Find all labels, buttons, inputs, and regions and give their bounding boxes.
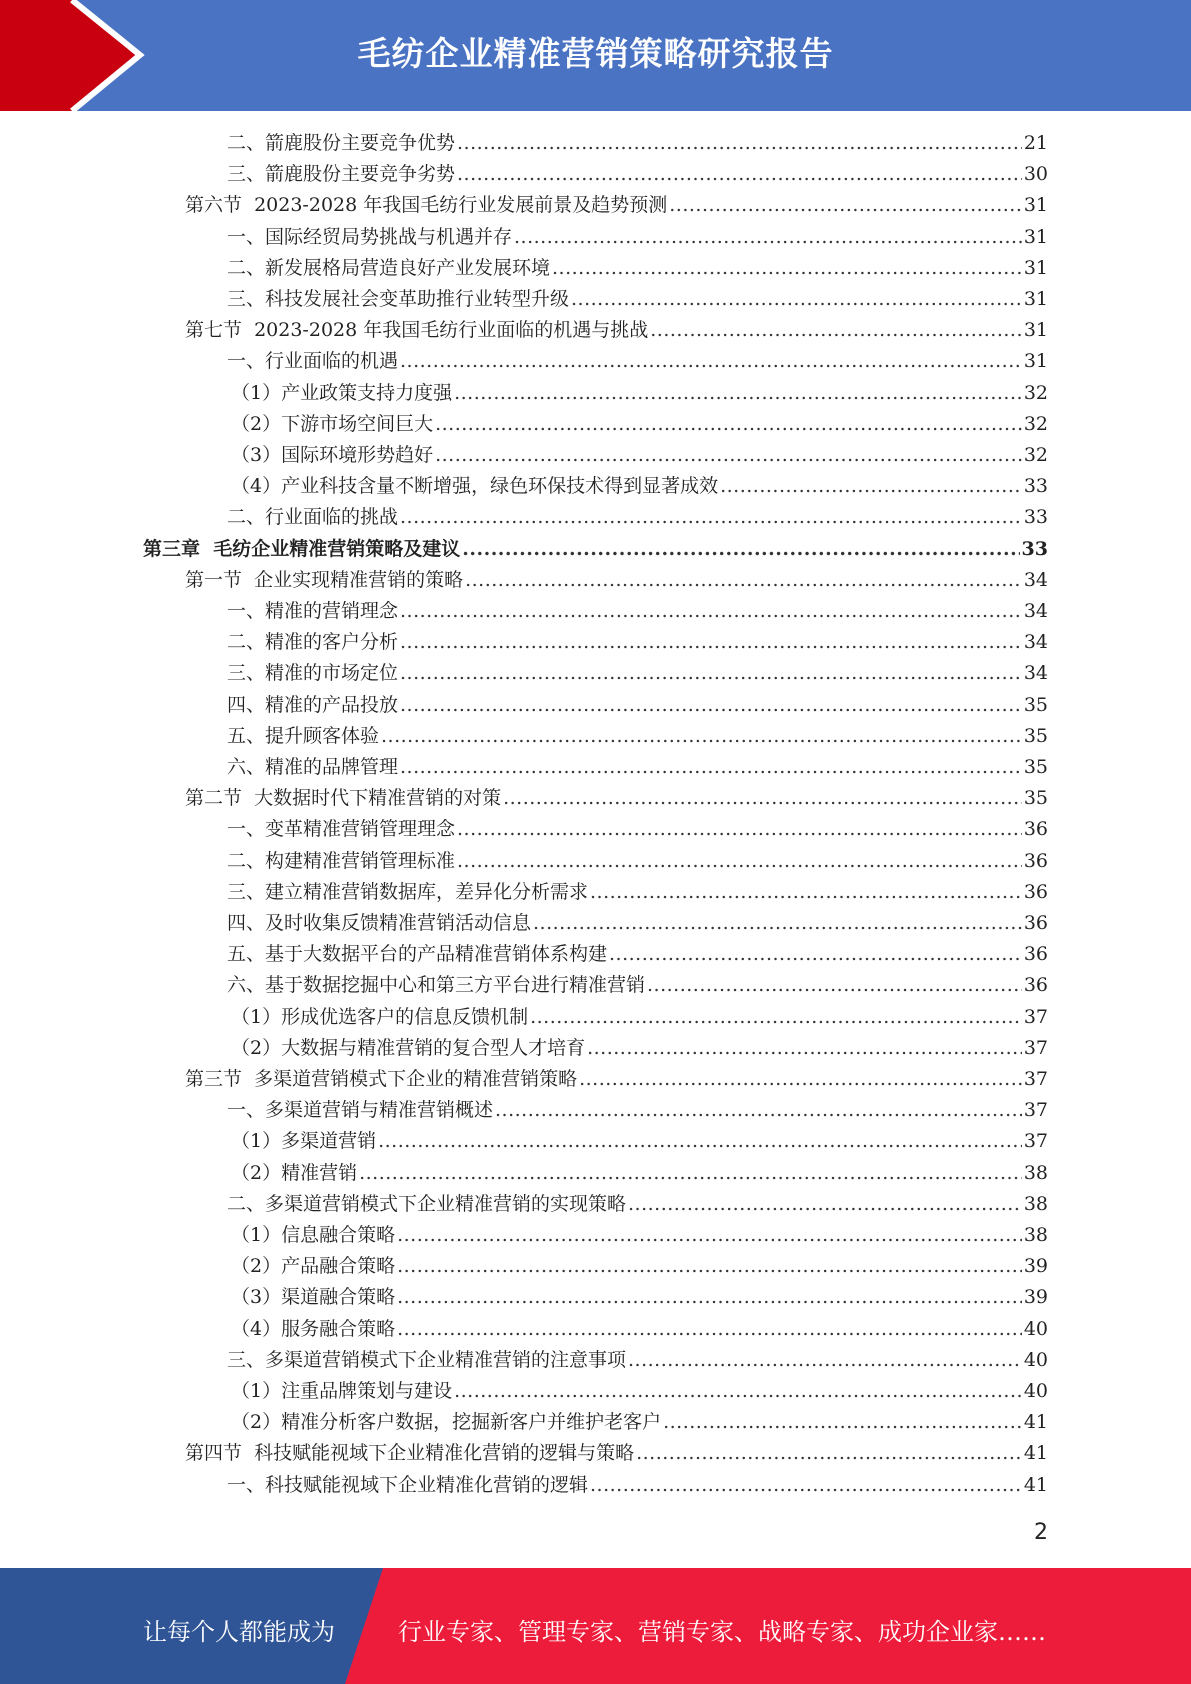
toc-leader-dots [381,721,1022,752]
toc-entry-page: 41 [1023,1411,1048,1433]
toc-entry[interactable] [227,222,1048,253]
toc-entry-label: 一、多渠道营销与精准营销概述 [227,1099,494,1121]
toc-entry-label: 四、及时收集反馈精准营销活动信息 [227,912,532,934]
toc-entry-page: 32 [1023,382,1048,404]
toc-entry-label: （4）服务融合策略 [231,1318,396,1340]
toc-leader-dots [590,1470,1022,1501]
toc-entry-label: 第四节 科技赋能视域下企业精准化营销的逻辑与策略 [185,1442,635,1464]
toc-entry-page: 37 [1023,1099,1048,1121]
toc-leader-dots [663,1407,1022,1438]
toc-entry-label: （1）信息融合策略 [231,1224,396,1246]
toc-entry-label: 二、箭鹿股份主要竞争优势 [227,132,456,154]
toc-entry[interactable] [185,565,1048,596]
toc-entry[interactable] [227,752,1048,783]
toc-entry-page: 31 [1023,194,1048,216]
toc-entry[interactable] [227,877,1048,908]
toc-entry-label: 一、国际经贸局势挑战与机遇并存 [227,226,513,248]
toc-entry-label: （2）下游市场空间巨大 [231,413,434,435]
toc-entry[interactable] [227,1345,1048,1376]
toc-entry[interactable] [227,1095,1048,1126]
toc-leader-dots [552,253,1022,284]
toc-entry-label: （4）产业科技含量不断增强，绿色环保技术得到显著成效 [231,475,719,497]
toc-entry-page: 40 [1023,1380,1048,1402]
toc-entry-page: 35 [1023,725,1048,747]
toc-entry[interactable] [227,284,1048,315]
toc-entry-page: 34 [1023,600,1048,622]
toc-entry-label: 三、箭鹿股份主要竞争劣势 [227,163,456,185]
toc-entry[interactable] [227,658,1048,689]
toc-entry-label: 二、精准的客户分析 [227,631,399,653]
toc-entry-page: 38 [1023,1193,1048,1215]
toc-entry[interactable] [231,440,1048,471]
toc-entry[interactable] [227,253,1048,284]
toc-entry-page: 36 [1023,974,1048,996]
toc-entry[interactable] [231,1220,1048,1251]
toc-entry-label: （2）精准营销 [231,1162,358,1184]
toc-leader-dots [400,502,1022,533]
toc-entry-page: 33 [1021,538,1048,560]
toc-leader-dots [530,1002,1022,1033]
toc-entry[interactable] [227,908,1048,939]
toc-entry[interactable] [227,690,1048,721]
toc-entry[interactable] [231,1407,1048,1438]
toc-entry[interactable] [231,1158,1048,1189]
toc-entry-label: 二、多渠道营销模式下企业精准营销的实现策略 [227,1193,627,1215]
toc-entry-page: 36 [1023,881,1048,903]
toc-entry-label: 第三节 多渠道营销模式下企业的精准营销策略 [185,1068,578,1090]
toc-leader-dots [465,565,1022,596]
toc-entry-label: （2）精准分析客户数据，挖掘新客户并维护老客户 [231,1411,662,1433]
toc-leader-dots [400,752,1022,783]
toc-entry-page: 34 [1023,569,1048,591]
toc-entry-page: 21 [1023,132,1048,154]
toc-entry-page: 37 [1023,1130,1048,1152]
toc-entry-page: 39 [1023,1255,1048,1277]
toc-entry[interactable] [231,471,1048,502]
toc-entry[interactable] [231,1126,1048,1157]
toc-leader-dots [397,1314,1022,1345]
toc-entry[interactable] [227,596,1048,627]
toc-entry[interactable] [227,1189,1048,1220]
toc-entry-page: 40 [1023,1318,1048,1340]
toc-entry-label: 第七节 2023-2028 年我国毛纺行业面临的机遇与挑战 [185,319,649,341]
toc-leader-dots [514,222,1022,253]
toc-entry[interactable] [143,534,1048,565]
toc-entry-label: 第六节 2023-2028 年我国毛纺行业发展前景及趋势预测 [185,194,668,216]
toc-entry-page: 33 [1023,506,1048,528]
toc-entry-page: 32 [1023,413,1048,435]
toc-entry-page: 36 [1023,818,1048,840]
toc-entry[interactable] [231,1376,1048,1407]
toc-entry-label: （1）多渠道营销 [231,1130,377,1152]
toc-entry[interactable] [227,502,1048,533]
toc-entry-label: 第二节 大数据时代下精准营销的对策 [185,787,502,809]
toc-leader-dots [400,627,1022,658]
toc-entry-page: 36 [1023,850,1048,872]
toc-leader-dots [533,908,1022,939]
toc-entry-page: 31 [1023,257,1048,279]
toc-entry-page: 38 [1023,1162,1048,1184]
toc-leader-dots [628,1189,1022,1220]
toc-entry-label: 二、行业面临的挑战 [227,506,399,528]
toc-leader-dots [628,1345,1022,1376]
toc-entry[interactable] [231,1251,1048,1282]
toc-entry-page: 35 [1023,694,1048,716]
toc-entry-label: 第一节 企业实现精准营销的策略 [185,569,464,591]
toc-entry[interactable] [185,315,1048,346]
toc-entry-label: 三、科技发展社会变革助推行业转型升级 [227,288,570,310]
toc-leader-dots [650,315,1022,346]
toc-leader-dots [454,378,1022,409]
toc-entry[interactable] [185,190,1048,221]
toc-entry-page: 32 [1023,444,1048,466]
toc-entry[interactable] [227,846,1048,877]
toc-entry[interactable] [185,1438,1048,1469]
toc-entry-page: 33 [1023,475,1048,497]
page-number: 2 [1034,1520,1048,1545]
toc-entry-page: 35 [1023,787,1048,809]
toc-entry-page: 40 [1023,1349,1048,1371]
toc-entry-label: 三、建立精准营销数据库，差异化分析需求 [227,881,589,903]
footer-slogan-right: 行业专家、管理专家、营销专家、战略专家、成功企业家…… [398,1618,1046,1646]
document-title: 毛纺企业精准营销策略研究报告 [357,34,834,73]
toc-leader-dots [609,939,1022,970]
toc-leader-dots [636,1438,1022,1469]
toc-leader-dots [590,877,1022,908]
toc-entry-page: 37 [1023,1037,1048,1059]
toc-entry-label: 第三章 毛纺企业精准营销策略及建议 [143,538,461,560]
toc-leader-dots [503,783,1022,814]
toc-leader-dots [397,1251,1022,1282]
toc-entry[interactable] [227,939,1048,970]
toc-entry-label: 五、基于大数据平台的产品精准营销体系构建 [227,943,608,965]
toc-entry[interactable] [227,346,1048,377]
page-header [0,0,1191,111]
toc-leader-dots [457,159,1022,190]
toc-entry-page: 31 [1023,288,1048,310]
toc-leader-dots [571,284,1022,315]
toc-leader-dots [378,1126,1022,1157]
toc-leader-dots [435,440,1022,471]
toc-entry[interactable] [231,1282,1048,1313]
toc-entry-label: 一、科技赋能视域下企业精准化营销的逻辑 [227,1474,589,1496]
toc-entry-page: 30 [1023,163,1048,185]
toc-entry-page: 31 [1023,350,1048,372]
toc-leader-dots [457,814,1022,845]
toc-entry-label: 三、精准的市场定位 [227,662,399,684]
toc-leader-dots [454,1376,1022,1407]
toc-entry-label: 一、变革精准营销管理理念 [227,818,456,840]
toc-leader-dots [647,970,1022,1001]
toc-entry[interactable] [227,159,1048,190]
toc-entry-label: （2）产品融合策略 [231,1255,396,1277]
toc-entry-label: 六、基于数据挖掘中心和第三方平台进行精准营销 [227,974,646,996]
toc-entry-label: 六、精准的品牌管理 [227,756,399,778]
toc-entry-label: 二、构建精准营销管理标准 [227,850,456,872]
toc-entry[interactable] [231,1002,1048,1033]
toc-leader-dots [720,471,1022,502]
toc-entry-page: 35 [1023,756,1048,778]
toc-leader-dots [400,690,1022,721]
toc-entry-page: 36 [1023,912,1048,934]
toc-leader-dots [495,1095,1022,1126]
toc-entry[interactable] [185,1064,1048,1095]
toc-entry-label: （3）国际环境形势趋好 [231,444,434,466]
toc-entry-label: （3）渠道融合策略 [231,1286,396,1308]
toc-leader-dots [435,409,1022,440]
toc-leader-dots [397,1220,1022,1251]
toc-entry-page: 41 [1023,1442,1048,1464]
toc-leader-dots [397,1282,1022,1313]
toc-entry-page: 31 [1023,319,1048,341]
toc-entry[interactable] [227,970,1048,1001]
toc-entry[interactable] [185,783,1048,814]
toc-entry-label: （2）大数据与精准营销的复合型人才培育 [231,1037,586,1059]
toc-leader-dots [457,846,1022,877]
toc-entry[interactable] [231,378,1048,409]
toc-leader-dots [669,190,1022,221]
toc-entry-label: 一、精准的营销理念 [227,600,399,622]
toc-entry[interactable] [227,627,1048,658]
toc-entry-page: 34 [1023,662,1048,684]
toc-entry-page: 39 [1023,1286,1048,1308]
toc-leader-dots [587,1033,1022,1064]
toc-entry[interactable] [227,814,1048,845]
toc-entry-label: 一、行业面临的机遇 [227,350,399,372]
toc-leader-dots [579,1064,1022,1095]
toc-entry-label: （1）产业政策支持力度强 [231,382,453,404]
toc-entry-label: （1）形成优选客户的信息反馈机制 [231,1006,529,1028]
toc-leader-dots [400,596,1022,627]
toc-entry-page: 36 [1023,943,1048,965]
toc-entry-label: 二、新发展格局营造良好产业发展环境 [227,257,551,279]
toc-entry-label: 五、提升顾客体验 [227,725,380,747]
toc-entry[interactable] [231,1033,1048,1064]
toc-entry-page: 37 [1023,1006,1048,1028]
toc-leader-dots [400,346,1022,377]
toc-leader-dots [359,1158,1022,1189]
toc-leader-dots [400,658,1022,689]
toc-entry-page: 34 [1023,631,1048,653]
toc-entry-label: （1）注重品牌策划与建设 [231,1380,453,1402]
toc-leader-dots [457,128,1022,159]
toc-leader-dots [462,534,1019,565]
toc-entry-page: 31 [1023,226,1048,248]
toc-entry-page: 41 [1023,1474,1048,1496]
toc-entry-page: 38 [1023,1224,1048,1246]
toc-entry[interactable] [231,409,1048,440]
toc-entry-label: 四、精准的产品投放 [227,694,399,716]
toc-entry-page: 37 [1023,1068,1048,1090]
toc-entry-label: 三、多渠道营销模式下企业精准营销的注意事项 [227,1349,627,1371]
page-footer [0,1568,1191,1684]
toc-entry[interactable] [231,1314,1048,1345]
toc-entry[interactable] [227,721,1048,752]
toc-entry[interactable] [227,128,1048,159]
footer-slogan-left: 让每个人都能成为 [143,1618,335,1646]
toc-entry[interactable] [227,1470,1048,1501]
